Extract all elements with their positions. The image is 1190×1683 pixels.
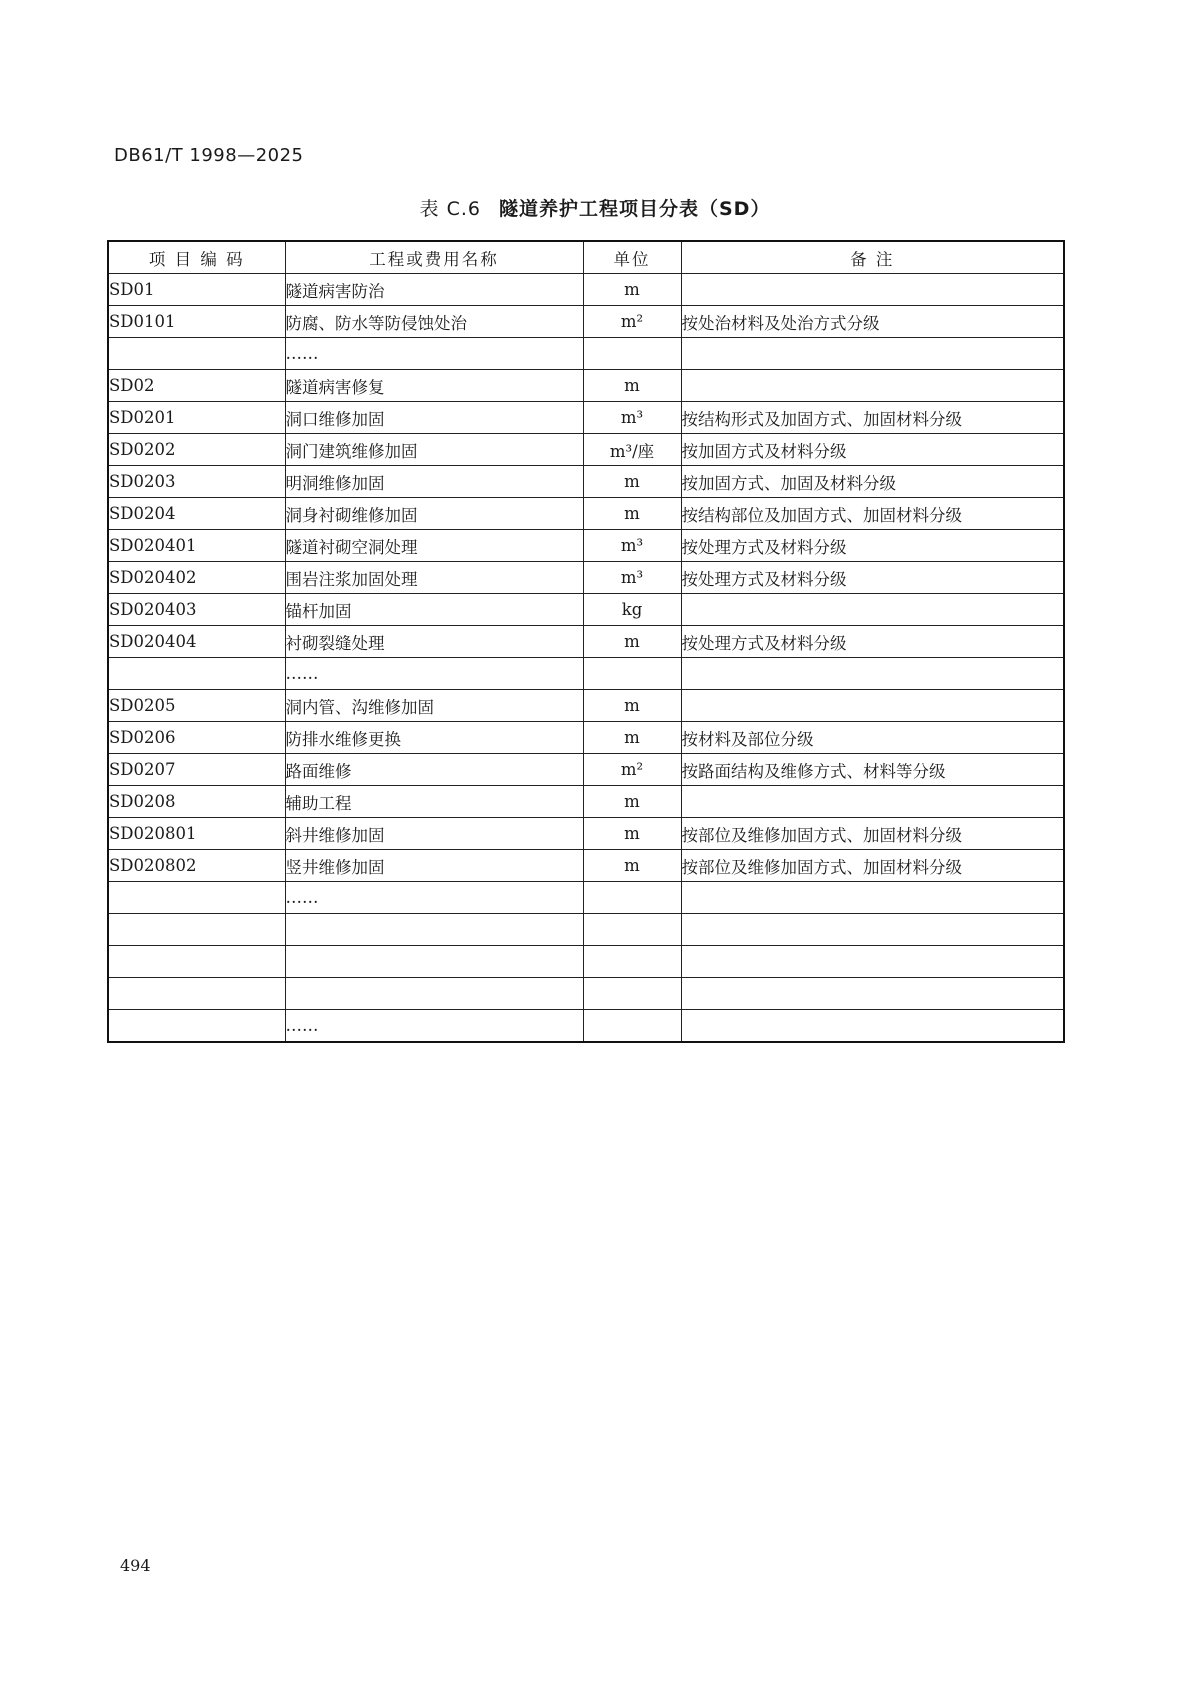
item-code-cell	[108, 882, 285, 914]
remarks-cell: 按路面结构及维修方式、材料等分级	[681, 754, 1064, 786]
remarks-cell	[681, 786, 1064, 818]
remarks-cell: 按结构形式及加固方式、加固材料分级	[681, 402, 1064, 434]
column-header-code: 项 目 编 码	[108, 241, 285, 274]
unit-cell: m	[583, 466, 681, 498]
unit-cell: kg	[583, 594, 681, 626]
unit-cell: m²	[583, 754, 681, 786]
item-name-cell: 洞门建筑维修加固	[285, 434, 583, 466]
project-classification-table	[107, 240, 1065, 1043]
item-name-cell: 隧道病害防治	[285, 274, 583, 306]
unit-cell: m³	[583, 530, 681, 562]
unit-cell: m	[583, 786, 681, 818]
table-body	[108, 274, 1064, 1043]
item-code-cell	[108, 1010, 285, 1043]
unit-cell: m	[583, 626, 681, 658]
remarks-cell: 按部位及维修加固方式、加固材料分级	[681, 850, 1064, 882]
item-name-cell: 洞身衬砌维修加固	[285, 498, 583, 530]
table-row	[108, 1010, 1064, 1043]
item-code-cell	[108, 658, 285, 690]
item-code-cell: SD0101	[108, 306, 285, 338]
unit-cell: m³	[583, 562, 681, 594]
table-row	[108, 338, 1064, 370]
item-code-cell: SD0207	[108, 754, 285, 786]
item-code-cell: SD0206	[108, 722, 285, 754]
item-name-cell: 竖井维修加固	[285, 850, 583, 882]
remarks-cell	[681, 594, 1064, 626]
item-name-cell: 衬砌裂缝处理	[285, 626, 583, 658]
item-code-cell: SD0201	[108, 402, 285, 434]
remarks-cell	[681, 978, 1064, 1010]
column-header-name: 工程或费用名称	[285, 241, 583, 274]
item-name-cell	[285, 946, 583, 978]
unit-cell: m	[583, 690, 681, 722]
table-header-row	[108, 241, 1064, 274]
table-row	[108, 306, 1064, 338]
document-code: DB61/T 1998—2025	[114, 145, 304, 166]
item-code-cell: SD020401	[108, 530, 285, 562]
unit-cell: m³	[583, 402, 681, 434]
item-code-cell	[108, 338, 285, 370]
item-name-cell: ……	[285, 882, 583, 914]
unit-cell: m	[583, 722, 681, 754]
remarks-cell	[681, 274, 1064, 306]
table-row	[108, 370, 1064, 402]
table-row	[108, 530, 1064, 562]
item-name-cell: 锚杆加固	[285, 594, 583, 626]
table-row	[108, 818, 1064, 850]
remarks-cell: 按处理方式及材料分级	[681, 562, 1064, 594]
remarks-cell: 按部位及维修加固方式、加固材料分级	[681, 818, 1064, 850]
item-name-cell	[285, 914, 583, 946]
table-row	[108, 754, 1064, 786]
item-code-cell: SD0203	[108, 466, 285, 498]
unit-cell	[583, 946, 681, 978]
item-name-cell: 斜井维修加固	[285, 818, 583, 850]
table-row	[108, 914, 1064, 946]
item-name-cell	[285, 978, 583, 1010]
remarks-cell	[681, 370, 1064, 402]
table-number: 表 C.6	[419, 198, 481, 220]
item-name-cell: 隧道衬砌空洞处理	[285, 530, 583, 562]
item-code-cell: SD0205	[108, 690, 285, 722]
column-header-remarks: 备 注	[681, 241, 1064, 274]
page-number: 494	[120, 1556, 151, 1575]
remarks-cell: 按处治材料及处治方式分级	[681, 306, 1064, 338]
unit-cell	[583, 882, 681, 914]
item-name-cell: ……	[285, 658, 583, 690]
item-name-cell: ……	[285, 1010, 583, 1043]
unit-cell: m	[583, 370, 681, 402]
remarks-cell: 按处理方式及材料分级	[681, 626, 1064, 658]
item-code-cell: SD01	[108, 274, 285, 306]
unit-cell	[583, 658, 681, 690]
item-name-cell: ……	[285, 338, 583, 370]
remarks-cell: 按处理方式及材料分级	[681, 530, 1064, 562]
remarks-cell	[681, 338, 1064, 370]
table-row	[108, 946, 1064, 978]
table-row	[108, 786, 1064, 818]
table-row	[108, 882, 1064, 914]
unit-cell: m	[583, 274, 681, 306]
item-name-cell: 辅助工程	[285, 786, 583, 818]
table-row	[108, 562, 1064, 594]
column-header-unit: 单位	[583, 241, 681, 274]
unit-cell: m	[583, 818, 681, 850]
item-name-cell: 洞内管、沟维修加固	[285, 690, 583, 722]
remarks-cell: 按材料及部位分级	[681, 722, 1064, 754]
unit-cell	[583, 978, 681, 1010]
unit-cell: m³/座	[583, 434, 681, 466]
item-code-cell	[108, 978, 285, 1010]
table-row	[108, 402, 1064, 434]
remarks-cell	[681, 882, 1064, 914]
item-code-cell: SD0204	[108, 498, 285, 530]
unit-cell: m²	[583, 306, 681, 338]
item-code-cell: SD0208	[108, 786, 285, 818]
unit-cell: m	[583, 850, 681, 882]
unit-cell	[583, 338, 681, 370]
item-name-cell: 洞口维修加固	[285, 402, 583, 434]
table-row	[108, 626, 1064, 658]
remarks-cell	[681, 1010, 1064, 1043]
remarks-cell	[681, 946, 1064, 978]
item-name-cell: 路面维修	[285, 754, 583, 786]
unit-cell	[583, 914, 681, 946]
item-name-cell: 隧道病害修复	[285, 370, 583, 402]
remarks-cell: 按加固方式、加固及材料分级	[681, 466, 1064, 498]
item-code-cell	[108, 946, 285, 978]
remarks-cell: 按加固方式及材料分级	[681, 434, 1064, 466]
remarks-cell: 按结构部位及加固方式、加固材料分级	[681, 498, 1064, 530]
table-row	[108, 498, 1064, 530]
item-code-cell: SD02	[108, 370, 285, 402]
table-row	[108, 850, 1064, 882]
table-row	[108, 466, 1064, 498]
item-code-cell	[108, 914, 285, 946]
remarks-cell	[681, 658, 1064, 690]
table-title	[0, 194, 1190, 221]
item-code-cell: SD020801	[108, 818, 285, 850]
item-name-cell: 明洞维修加固	[285, 466, 583, 498]
item-name-cell: 防排水维修更换	[285, 722, 583, 754]
item-code-cell: SD020802	[108, 850, 285, 882]
item-name-cell: 防腐、防水等防侵蚀处治	[285, 306, 583, 338]
table-row	[108, 722, 1064, 754]
item-code-cell: SD020403	[108, 594, 285, 626]
table-row	[108, 434, 1064, 466]
table-row	[108, 274, 1064, 306]
table-row	[108, 690, 1064, 722]
table-row	[108, 658, 1064, 690]
item-code-cell: SD0202	[108, 434, 285, 466]
item-name-cell: 围岩注浆加固处理	[285, 562, 583, 594]
item-code-cell: SD020404	[108, 626, 285, 658]
remarks-cell	[681, 690, 1064, 722]
item-code-cell: SD020402	[108, 562, 285, 594]
table-row	[108, 594, 1064, 626]
remarks-cell	[681, 914, 1064, 946]
unit-cell	[583, 1010, 681, 1043]
unit-cell: m	[583, 498, 681, 530]
table-caption: 隧道养护工程项目分表（SD）	[498, 198, 771, 220]
table-row	[108, 978, 1064, 1010]
